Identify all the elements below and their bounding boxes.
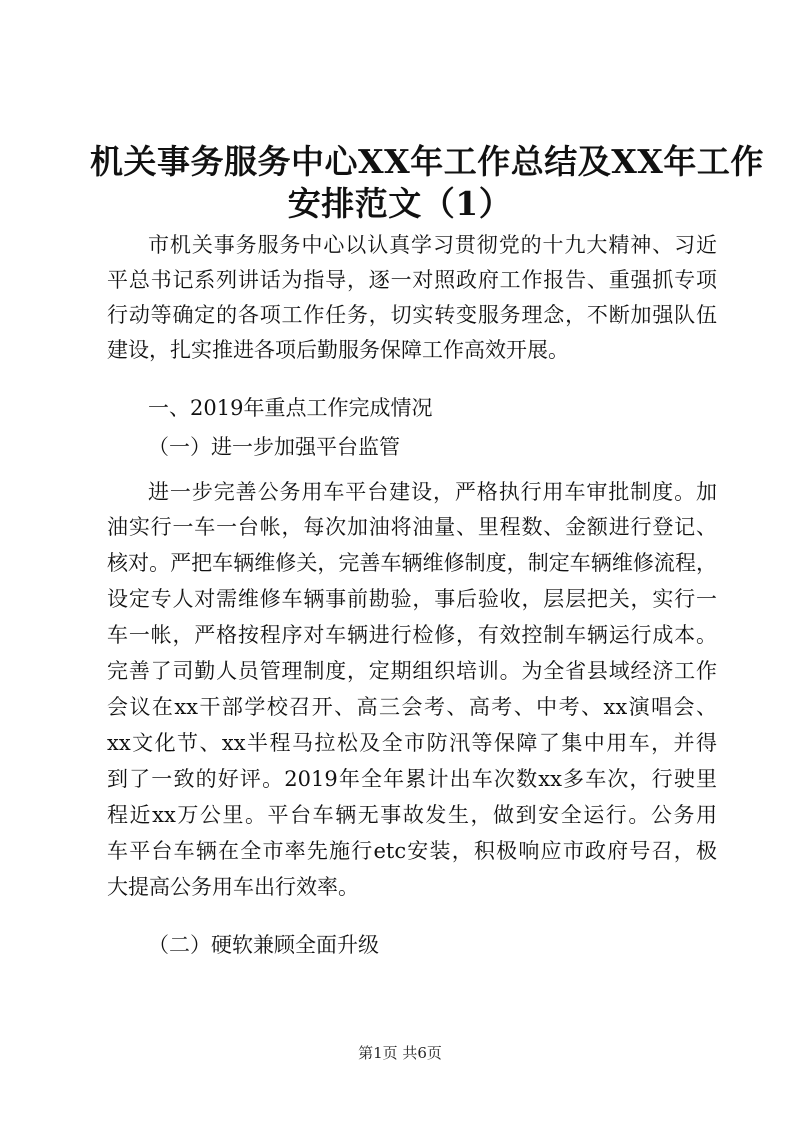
subsection-1-heading: （一）进一步加强平台监管 [148,435,400,459]
body-line-7: 会议在xx干部学校召开、高三会考、高考、中考、xx演唱会、 [107,695,717,719]
document-title-line-2: 安排范文（1） [287,184,513,223]
body-line-2: 油实行一车一台帐，每次加油将油量、里程数、金额进行登记、 [107,515,717,539]
body-line-5: 车一帐，严格按程序对车辆进行检修，有效控制车辆运行成本。 [107,623,717,647]
body-line-11: 车平台车辆在全市率先施行etc安装，积极响应市政府号召，极 [107,839,717,863]
intro-line-4: 建设，扎实推进各项后勤服务保障工作高效开展。 [107,338,569,362]
intro-line-3: 行动等确定的各项工作任务，切实转变服务理念，不断加强队伍 [107,303,717,327]
page-footer: 第1页 共6页 [358,1044,442,1062]
body-line-12: 大提高公务用车出行效率。 [107,875,359,899]
subsection-2-heading: （二）硬软兼顾全面升级 [148,933,379,957]
section-1-heading: 一、2019年重点工作完成情况 [148,396,433,420]
intro-line-1: 市机关事务服务中心以认真学习贯彻党的十九大精神、习近 [148,233,717,257]
body-line-9: 到了一致的好评。2019年全年累计出车次数xx多车次，行驶里 [107,767,717,791]
body-line-8: xx文化节、xx半程马拉松及全市防汛等保障了集中用车，并得 [107,731,717,755]
document-title-line-1: 机关事务服务中心XX年工作总结及XX年工作 [90,142,764,181]
body-line-10: 程近xx万公里。平台车辆无事故发生，做到安全运行。公务用 [107,803,717,827]
body-line-3: 核对。严把车辆维修关，完善车辆维修制度，制定车辆维修流程， [107,551,717,575]
intro-line-2: 平总书记系列讲话为指导，逐一对照政府工作报告、重强抓专项 [107,268,717,292]
body-line-4: 设定专人对需维修车辆事前勘验，事后验收，层层把关，实行一 [107,587,717,611]
body-line-6: 完善了司勤人员管理制度，定期组织培训。为全省县域经济工作 [107,659,717,683]
body-line-1: 进一步完善公务用车平台建设，严格执行用车审批制度。加 [148,480,717,504]
